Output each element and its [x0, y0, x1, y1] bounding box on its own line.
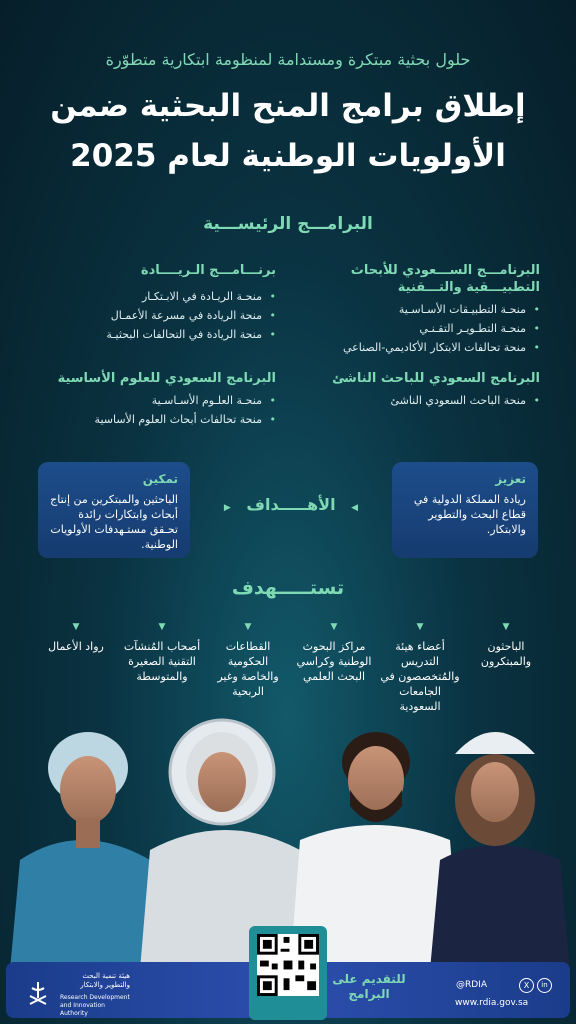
targets-heading: تستـــــهدف [231, 577, 345, 599]
grant-item: • منحـة التطبيـقات الأسـاسـية [290, 300, 540, 319]
target-item [208, 620, 288, 699]
main-title-line2: الأولويات الوطنية لعام 2025 [70, 138, 506, 174]
org-name-en: Research Development and Innovation Authority [60, 994, 130, 1017]
website-url[interactable]: www.rdia.gov.sa [455, 998, 529, 1008]
qr-code[interactable] [257, 934, 319, 996]
grant-item: • منحـة العلـوم الأسـاسـية [36, 391, 276, 410]
program-basic-sciences [36, 370, 276, 429]
arrow-left-icon: ▶ [223, 503, 231, 513]
target-text: أصحاب المُنشآت التقنية الصغيرة والمتوسطة [123, 640, 201, 683]
grant-item: • منحة الباحث السعودي الناشئ [290, 391, 540, 410]
goals-label-text: الأهـــــداف [246, 495, 336, 514]
target-text: رواد الأعمال [48, 640, 104, 653]
chevron-down-icon: ▼ [244, 622, 252, 632]
saudi-emblem-icon [22, 978, 54, 1010]
subtitle: حلول بحثية مبتكرة ومستدامة لمنظومة ابتكارية متطوّرة [105, 50, 471, 69]
goal-enhance-box [392, 462, 538, 558]
grant-item: • منحة الريادة في مسرعة الأعمـال [36, 306, 276, 325]
social-handle: @RDIA [456, 980, 487, 990]
target-text: القطاعات الحكومية والخاصة وغير الربحية [217, 640, 279, 698]
grant-item: • منحة الريادة في التحالفات البحثيـة [36, 325, 276, 344]
target-item [466, 620, 546, 669]
chevron-down-icon: ▼ [416, 622, 424, 632]
program-title: البرنامـــج الســـعودي للأبحاث التطبيـــقية والتـــقنية [350, 263, 540, 295]
grant-item: • منحـة الريـادة في الابـتكـار [36, 287, 276, 306]
target-item [122, 620, 202, 684]
target-item [36, 620, 116, 654]
grant-item: • منحـة التطـويـر التقـنـي [290, 319, 540, 338]
chevron-down-icon: ▼ [72, 622, 80, 632]
program-emerging-researcher [290, 370, 540, 410]
goal-enhance-text: ريادة المملكة الدولية في قطاع البحث والتطوير والابتكار. [413, 493, 526, 536]
program-title: برنـــامـــج الـريــــادة [140, 263, 276, 278]
goal-enhance-heading: تعزيز [495, 472, 526, 486]
chevron-down-icon: ▼ [158, 622, 166, 632]
target-item [294, 620, 374, 684]
apply-text: للتقديم على البرامج [332, 972, 406, 1001]
program-title: البرنامج السعودي للباحث الناشئ [332, 371, 540, 386]
chevron-down-icon: ▼ [330, 622, 338, 632]
target-text: الباحثون والمبتكرون [480, 640, 532, 668]
goals-label [196, 495, 386, 514]
goal-empower-box [38, 462, 190, 558]
chevron-down-icon: ▼ [502, 622, 510, 632]
linkedin-icon[interactable]: in [537, 978, 552, 993]
org-name-ar: هيئة تنمية البحث والتطوير والابتكار [80, 972, 130, 989]
goal-empower-text: الباحثين والمبتكرين من إنتاج أبحاث وابتكارات رائدة تحـقق مستـهدفات الأولويات الوطنية. [50, 493, 178, 551]
target-text: مراكز البحوث الوطنية وكراسي البحث العلمي [296, 640, 372, 683]
qr-code-frame[interactable] [249, 926, 327, 1020]
grant-item: • منحة تحالفات أبحاث العلوم الأساسية [36, 410, 276, 429]
grant-item: • منحة تحالفات الابتكار الأكاديمي-الصناعي [290, 338, 540, 357]
target-text: أعضاء هيئة التدريس والمُتخصصون في الجامعات السعودية [380, 640, 460, 713]
engineer-figure [430, 732, 570, 970]
x-icon[interactable]: X [519, 978, 534, 993]
lab-worker-figure [10, 732, 160, 970]
program-applied-research [290, 262, 540, 357]
main-title-line1: إطلاق برامج المنح البحثية ضمن [50, 88, 526, 124]
goal-empower-heading: تمكين [142, 472, 178, 486]
programs-heading: البرامـــج الرئيســـية [203, 214, 373, 234]
target-item [380, 620, 460, 714]
program-title: البرنامج السعودي للعلوم الأساسية [57, 371, 276, 386]
program-entrepreneurship [36, 262, 276, 344]
arrow-right-icon: ◀ [351, 503, 359, 513]
social-icons [519, 978, 552, 993]
